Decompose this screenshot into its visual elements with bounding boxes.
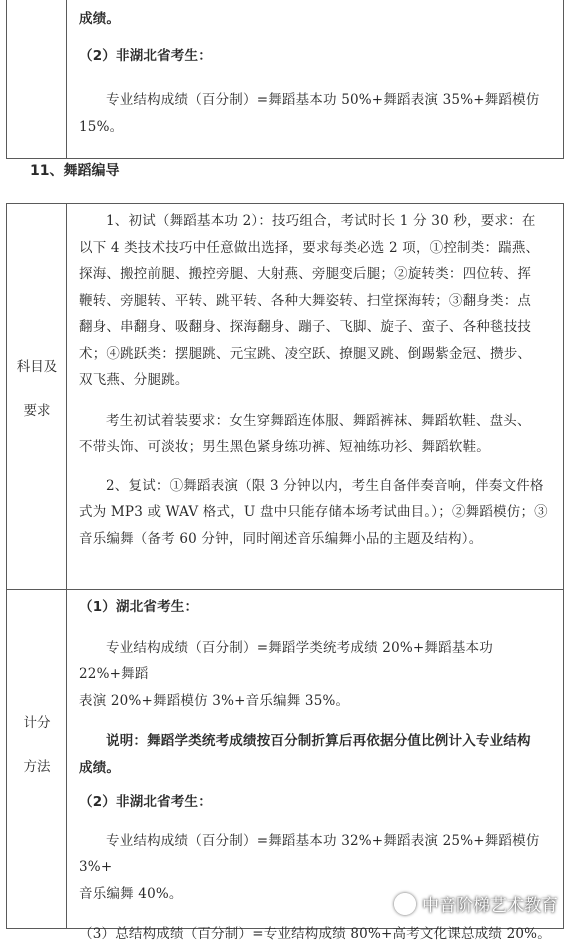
subject-line: 翻身、串翻身、吸翻身、探海翻身、蹦子、飞脚、旋子、蛮子、各种毯技技 [79, 319, 532, 335]
non-hubei-formula-line-2: 音乐编舞 40%。 [79, 885, 183, 902]
subject-line: 鞭转、旁腿转、平转、跳平转、各种大舞姿转、扫堂探海转；③翻身类：点 [79, 292, 532, 309]
retest-line-1: 2、复试：①舞蹈表演（限 3 分钟以内，考生自备伴奏音响，伴奏文件格 [106, 477, 544, 494]
top-table-label-cell [7, 0, 67, 158]
subjects-table [6, 203, 564, 590]
subjects-label-line-1: 科目及 [16, 359, 58, 375]
scoring-content-cell [67, 590, 563, 942]
wechat-logo-icon [394, 893, 416, 915]
watermark-text: 中音阶梯艺术教育 [422, 896, 558, 916]
hubei-formula-line-1: 专业结构成绩（百分制）=舞蹈学类统考成绩 20%+舞蹈基本功 22%+舞蹈 [79, 639, 493, 682]
hubei-formula-line-2: 表演 20%+舞蹈模仿 3%+音乐编舞 35%。 [79, 692, 350, 709]
subjects-content-cell [67, 204, 563, 589]
non-hubei-heading-top: （2）非湖北省考生： [79, 47, 212, 64]
note-line-2: 成绩。 [79, 759, 121, 776]
line-fragment: 成绩。 [79, 11, 121, 27]
scoring-label-line-2: 方法 [23, 759, 51, 775]
subjects-label-line-2: 要求 [23, 403, 51, 419]
top-table-content-cell [67, 0, 563, 158]
section-title: 11、舞蹈编导 [30, 163, 120, 179]
subjects-label-cell [7, 204, 67, 589]
note-line-1: 说明：舞蹈学类统考成绩按百分制折算后再依据分值比例计入专业结构 [106, 733, 531, 749]
dress-line-1: 考生初试着装要求：女生穿舞蹈连体服、舞蹈裤袜、舞蹈软鞋、盘头、 [106, 412, 531, 429]
formula-line-1: 专业结构成绩（百分制）=舞蹈基本功 50%+舞蹈表演 35%+舞蹈模仿 [106, 92, 540, 108]
subject-line: 双飞燕、分腿跳。 [79, 372, 189, 388]
hubei-heading: （1）湖北省考生： [79, 599, 199, 615]
scoring-table [6, 589, 564, 942]
formula-line-2: 15%。 [79, 118, 124, 135]
subject-line: 术；④跳跃类：摆腿跳、元宝跳、凌空跃、撩腿叉跳、倒踢紫金冠、攒步、 [79, 345, 532, 362]
retest-line-3: 音乐编舞（备考 60 分钟，同时阐述音乐编舞小品的主题及结构）。 [79, 530, 483, 547]
subject-line: 1、初试（舞蹈基本功 2）：技巧组合，考试时长 1 分 30 秒，要求：在 [106, 213, 536, 229]
retest-line-2: 式为 MP3 或 WAV 格式，U 盘中只能存储本场考试曲目。）；②舞蹈模仿；③ [79, 504, 548, 520]
non-hubei-formula-line-1: 专业结构成绩（百分制）=舞蹈基本功 32%+舞蹈表演 25%+舞蹈模仿 3%+ [79, 832, 540, 875]
watermark [394, 891, 558, 916]
non-hubei-heading: （2）非湖北省考生： [79, 794, 212, 810]
subject-line: 探海、搬控前腿、搬控旁腿、大射燕、旁腿变后腿；②旋转类：四位转、挥 [79, 266, 532, 282]
scoring-label-cell [7, 590, 67, 928]
total-line: （3）总结构成绩（百分制）=专业结构成绩 80%+高考文化课总成绩 20%。 [79, 926, 551, 942]
dress-line-2: 不带头饰、可淡妆；男生黑色紧身练功裤、短袖练功衫、舞蹈软鞋。 [79, 439, 490, 455]
scoring-label-line-1: 计分 [23, 715, 51, 731]
top-table [6, 0, 564, 159]
subject-line: 以下 4 类技术技巧中任意做出选择，要求每类必选 2 项，①控制类：踹燕、 [79, 239, 540, 256]
